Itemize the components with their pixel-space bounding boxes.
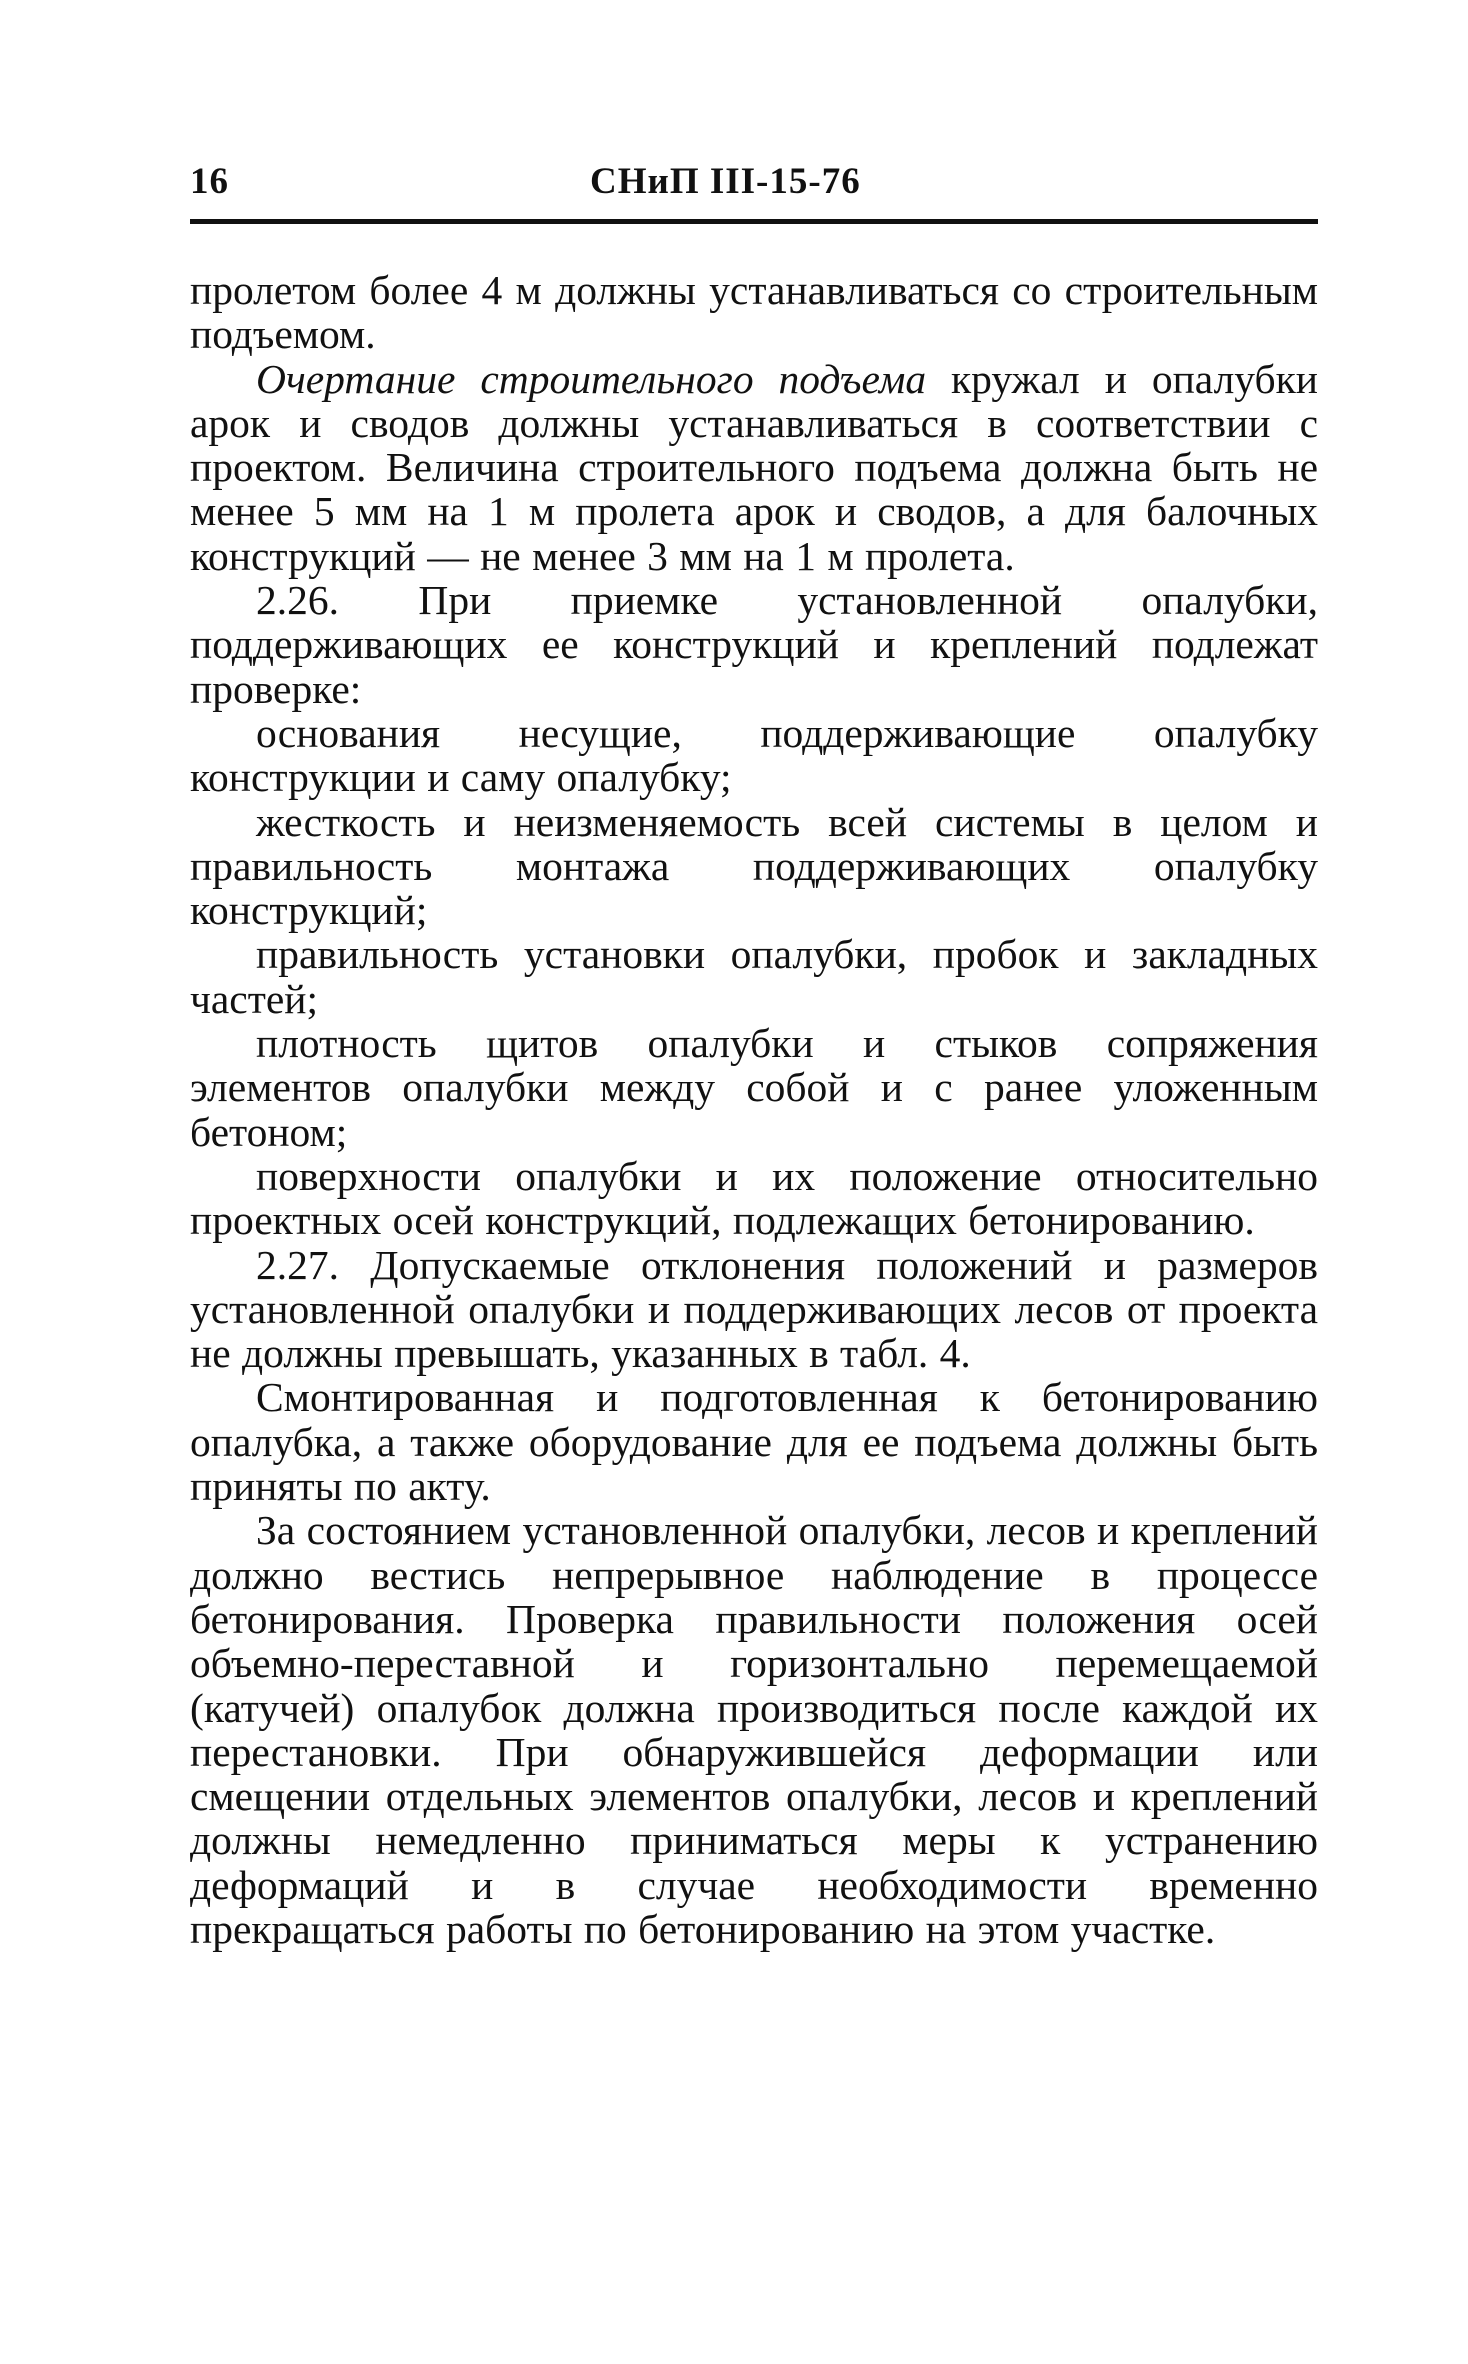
header-rule <box>190 219 1318 224</box>
paragraph-continuation <box>190 268 1318 357</box>
page-header <box>190 160 1318 208</box>
running-title: СНиП III-15-76 <box>590 161 861 202</box>
section-number: 2.27. <box>256 1241 339 1288</box>
body-text <box>190 268 1318 1951</box>
paragraph-text: Допускаемые отклонения положений и размеров установленной опалубки и поддерживающих лесов от проекта не должны превышать, указанных в табл. 4. <box>190 1241 1318 1377</box>
paragraph-text: Смонтированная и подготовленная к бетонированию опалубка, а также оборудование для ее подъема должны быть приняты по акту. <box>190 1374 1318 1510</box>
paragraph-text: плотность щитов опалубки и стыков сопряжения элементов опалубки между собой и с ранее уложенным бетоном; <box>190 1020 1318 1155</box>
section-number: 2.26. <box>256 577 339 624</box>
paragraph-camber <box>190 357 1318 578</box>
list-item <box>190 800 1318 933</box>
list-item <box>190 1154 1318 1243</box>
paragraph-text: При приемке установленной опалубки, поддерживающих ее конструкций и креплений подлежат проверке: <box>190 577 1318 712</box>
list-item <box>190 932 1318 1021</box>
list-item <box>190 711 1318 800</box>
paragraph-text: За состоянием установленной опалубки, лесов и креплений должно вестись непрерывное наблюдение в процессе бетонирования. Проверка правильности положения осей объемно-переставной и горизонтально перемещаемой (катучей) опалубок должна производиться после каждой их перестановки. При обнаружившейся деформации или смещении отдельных элементов опалубки, лесов и креплений должны немедленно приниматься меры к устранению деформаций и в случае необходимости временно прекращаться работы по бетонированию на этом участке. <box>190 1507 1318 1952</box>
paragraph <box>190 1375 1318 1508</box>
list-item <box>190 1021 1318 1154</box>
paragraph-emphasis: Очертание строительного подъема <box>256 355 927 402</box>
paragraph-text: пролетом более 4 м должны устанавливаться со строительным подъемом. <box>190 267 1318 358</box>
paragraph-text: поверхности опалубки и их положение относительно проектных осей конструкций, подлежащих бетонированию. <box>190 1152 1318 1244</box>
paragraph-text: основания несущие, поддерживающие опалубку конструкции и саму опалубку; <box>190 709 1318 801</box>
paragraph-section-2-27 <box>190 1243 1318 1376</box>
page-number: 16 <box>190 161 229 202</box>
paragraph-text: кружал и опалубки арок и сводов должны устанавливаться в соответствии с проектом. Величина строительного подъема должна быть не менее 5 мм на 1 м пролета арок и сводов, а для балочных конструкций — не менее 3 мм на 1 м пролета. <box>190 355 1318 579</box>
paragraph-text: жесткость и неизменяемость всей системы в целом и правильность монтажа поддерживающих опалубку конструкций; <box>190 798 1318 934</box>
paragraph <box>190 1508 1318 1951</box>
paragraph-text: правильность установки опалубки, пробок и закладных частей; <box>190 931 1318 1022</box>
paragraph-section-2-26 <box>190 578 1318 711</box>
